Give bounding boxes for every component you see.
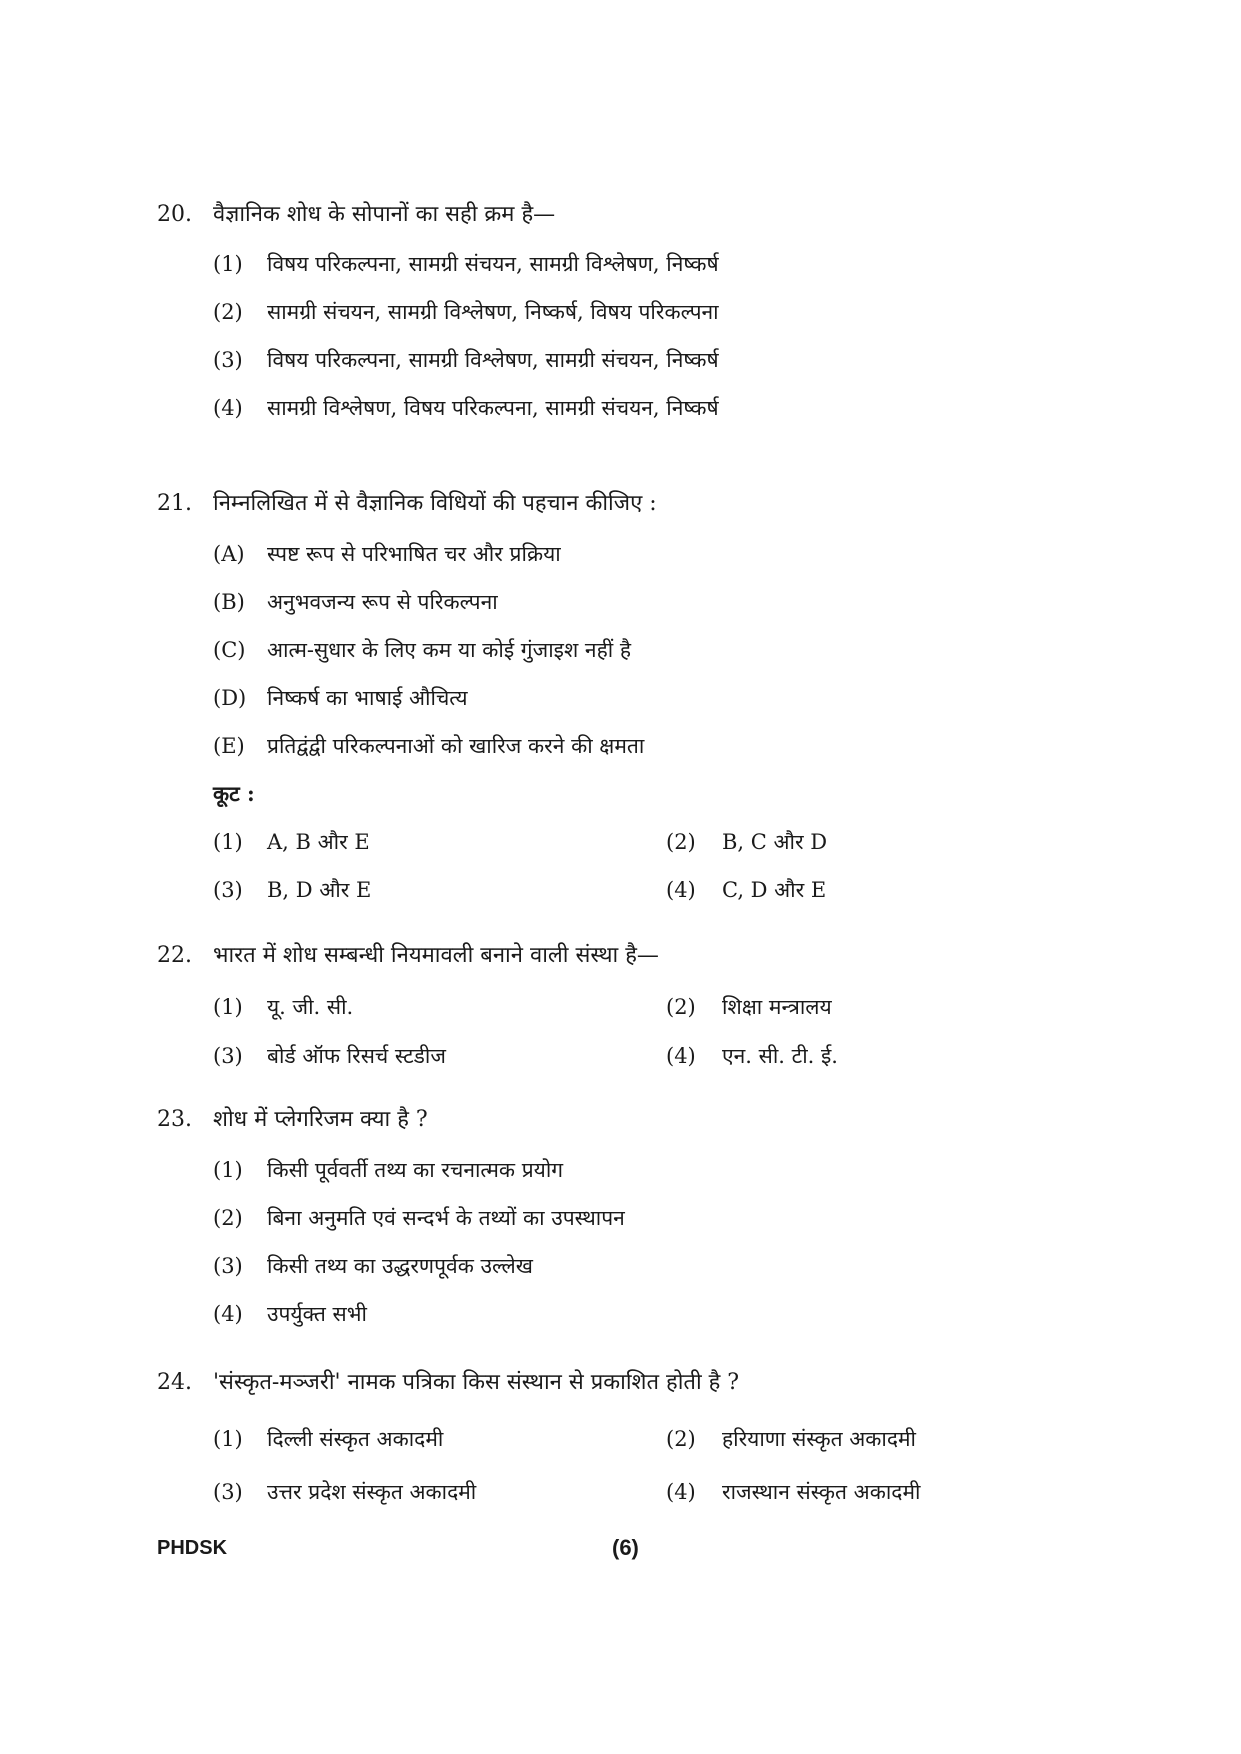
question-text: शोध में प्लेगरिजम क्या है ? bbox=[213, 1107, 428, 1132]
paper-code: PHDSK bbox=[157, 1537, 228, 1559]
option-text: सामग्री विश्लेषण, विषय परिकल्पना, सामग्री संचयन, निष्कर्ष bbox=[267, 396, 719, 420]
option-label: (1) bbox=[213, 1427, 243, 1451]
question-number: 20. bbox=[157, 202, 192, 227]
option-label: (2) bbox=[213, 300, 243, 324]
question-text: 'संस्कृत-मञ्जरी' नामक पत्रिका किस संस्थान से प्रकाशित होती है ? bbox=[213, 1370, 740, 1395]
statement-text: अनुभवजन्य रूप से परिकल्पना bbox=[267, 590, 498, 614]
option-label: (4) bbox=[666, 1480, 696, 1504]
statement-label: (C) bbox=[213, 638, 246, 662]
option-text: बिना अनुमति एवं सन्दर्भ के तथ्यों का उपस्थापन bbox=[267, 1206, 625, 1230]
option-label: (2) bbox=[666, 830, 696, 854]
question-number: 21. bbox=[157, 491, 192, 516]
option-text: उपर्युक्त सभी bbox=[267, 1302, 367, 1326]
page-number: (6) bbox=[612, 1535, 639, 1560]
option-label: (2) bbox=[213, 1206, 243, 1230]
statement-text: प्रतिद्वंद्वी परिकल्पनाओं को खारिज करने की क्षमता bbox=[267, 734, 645, 758]
statement-label: (A) bbox=[213, 542, 245, 566]
option-text: B, D और E bbox=[267, 878, 372, 902]
question-number: 23. bbox=[157, 1107, 192, 1132]
statement-label: (D) bbox=[213, 686, 247, 710]
option-text: एन. सी. टी. ई. bbox=[722, 1044, 838, 1068]
question-text: भारत में शोध सम्बन्धी नियमावली बनाने वाली संस्था है— bbox=[213, 943, 659, 968]
option-text: शिक्षा मन्त्रालय bbox=[722, 995, 832, 1019]
statement-text: स्पष्ट रूप से परिभाषित चर और प्रक्रिया bbox=[267, 542, 561, 566]
option-label: (3) bbox=[213, 1254, 243, 1278]
option-label: (3) bbox=[213, 348, 243, 372]
statement-label: (E) bbox=[213, 734, 245, 758]
question-number: 22. bbox=[157, 943, 192, 968]
statement-text: निष्कर्ष का भाषाई औचित्य bbox=[267, 686, 468, 710]
option-text: दिल्ली संस्कृत अकादमी bbox=[267, 1427, 444, 1451]
option-text: विषय परिकल्पना, सामग्री संचयन, सामग्री विश्लेषण, निष्कर्ष bbox=[267, 252, 719, 276]
option-text: हरियाणा संस्कृत अकादमी bbox=[722, 1427, 916, 1451]
statement-text: आत्म-सुधार के लिए कम या कोई गुंजाइश नहीं है bbox=[267, 638, 631, 662]
option-text: किसी तथ्य का उद्धरणपूर्वक उल्लेख bbox=[267, 1254, 533, 1278]
option-text: उत्तर प्रदेश संस्कृत अकादमी bbox=[267, 1480, 477, 1504]
option-label: (1) bbox=[213, 995, 243, 1019]
option-text: विषय परिकल्पना, सामग्री विश्लेषण, सामग्री संचयन, निष्कर्ष bbox=[267, 348, 719, 372]
statement-label: (B) bbox=[213, 590, 245, 614]
option-text: A, B और E bbox=[267, 830, 370, 854]
option-label: (4) bbox=[666, 878, 696, 902]
option-label: (1) bbox=[213, 1158, 243, 1182]
question-number: 24. bbox=[157, 1370, 192, 1395]
option-text: C, D और E bbox=[722, 878, 827, 902]
question-text: निम्नलिखित में से वैज्ञानिक विधियों की पहचान कीजिए : bbox=[213, 491, 657, 516]
option-text: राजस्थान संस्कृत अकादमी bbox=[722, 1480, 921, 1504]
option-label: (1) bbox=[213, 252, 243, 276]
question-text: वैज्ञानिक शोध के सोपानों का सही क्रम है— bbox=[213, 202, 556, 227]
option-text: बोर्ड ऑफ रिसर्च स्टडीज bbox=[267, 1044, 446, 1068]
option-label: (2) bbox=[666, 995, 696, 1019]
option-label: (4) bbox=[213, 1302, 243, 1326]
option-label: (1) bbox=[213, 830, 243, 854]
code-label: कूट : bbox=[213, 781, 255, 806]
option-label: (3) bbox=[213, 1480, 243, 1504]
option-text: सामग्री संचयन, सामग्री विश्लेषण, निष्कर्ष, विषय परिकल्पना bbox=[267, 300, 719, 324]
option-label: (3) bbox=[213, 1044, 243, 1068]
option-text: यू. जी. सी. bbox=[267, 995, 354, 1019]
option-label: (3) bbox=[213, 878, 243, 902]
option-text: B, C और D bbox=[722, 830, 828, 854]
option-label: (2) bbox=[666, 1427, 696, 1451]
option-text: किसी पूर्ववर्ती तथ्य का रचनात्मक प्रयोग bbox=[267, 1158, 564, 1182]
option-label: (4) bbox=[213, 396, 243, 420]
option-label: (4) bbox=[666, 1044, 696, 1068]
